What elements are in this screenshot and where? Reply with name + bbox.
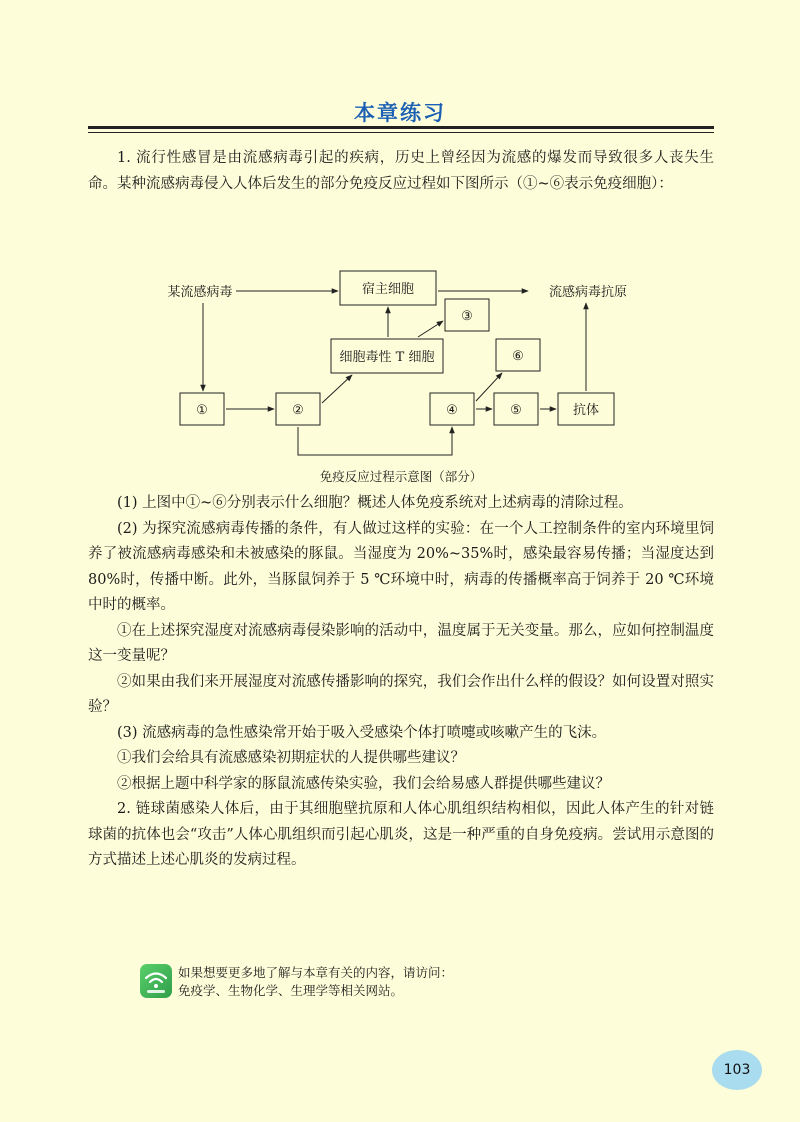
question-1-part-3: (3) 流感病毒的急性感染常开始于吸入受感染个体打喷嚏或咳嗽产生的飞沫。 — [117, 724, 607, 741]
exercise-content — [88, 146, 714, 874]
label-cell-1: ① — [196, 403, 208, 418]
title-rule-thin — [88, 132, 714, 133]
label-virus: 某流感病毒 — [167, 285, 233, 300]
question-1-intro: 1. 流行性感冒是由流感病毒引起的疾病，历史上曾经因为流感的爆发而导致很多人丧失生命。某种流感病毒侵入人体后发生的部分免疫反应过程如下图所示（①~⑥表示免疫细胞）： — [88, 150, 714, 192]
question-2: 2. 链球菌感染人体后，由于其细胞壁抗原和人体心肌组织结构相似，因此人体产生的针对链球菌的抗体也会“攻击”人体心肌组织而引起心肌炎，这是一种严重的自身免疫病。尝试用示意图的方式描述上述心肌炎的发病过程。 — [88, 801, 714, 868]
label-cell-3: ③ — [461, 309, 473, 324]
note-line-2: 免疫学、生物化学、生理学等相关网站。 — [178, 983, 404, 998]
note-line-1: 如果想要更多地了解与本章有关的内容，请访问： — [178, 965, 454, 980]
question-1-part-2-a: ①在上述探究湿度对流感病毒侵染影响的活动中，温度属于无关变量。那么，应如何控制温度这一变量呢？ — [88, 622, 714, 664]
immune-response-diagram — [88, 203, 714, 485]
page-number: 103 — [712, 1050, 762, 1090]
diagram-svg — [88, 203, 714, 485]
question-1-part-3-b: ②根据上题中科学家的豚鼠流感传染实验，我们会给易感人群提供哪些建议？ — [117, 775, 610, 792]
question-1-part-1: (1) 上图中①~⑥分别表示什么细胞？概述人体免疫系统对上述病毒的清除过程。 — [117, 495, 633, 511]
question-1-part-2-b: ②如果由我们来开展湿度对流感传播影响的探究，我们会作出什么样的假设？如何设置对照实验？ — [88, 673, 714, 715]
label-cell-4: ④ — [446, 403, 458, 418]
label-cell-6: ⑥ — [512, 349, 524, 364]
wifi-icon — [140, 964, 172, 998]
label-antigen: 流感病毒抗原 — [548, 285, 628, 300]
further-reading-note — [140, 964, 700, 1000]
label-cytotoxic-t: 细胞毒性 T 细胞 — [339, 350, 435, 365]
label-cell-5: ⑤ — [510, 403, 522, 418]
label-antibody: 抗体 — [572, 403, 600, 418]
label-host-cell: 宿主细胞 — [361, 282, 415, 297]
title-rule — [88, 126, 714, 129]
diagram-caption: 免疫反应过程示意图（部分） — [319, 469, 483, 484]
question-1-part-3-a: ①我们会给具有流感感染初期症状的人提供哪些建议？ — [117, 750, 465, 766]
label-cell-2: ② — [292, 403, 304, 418]
question-1-part-2: (2) 为探究流感病毒传播的条件，有人做过这样的实验：在一个人工控制条件的室内环境里饲养了被流感病毒感染和未被感染的豚鼠。当湿度为 20%~35%时，感染最容易传播；当湿度达到 80%时，传播中断。此外，当豚鼠饲养于 5 ℃环境中时，病毒的传播概率高于饲养于 20 ℃环境中时的概率。 — [88, 520, 714, 613]
chapter-title: 本章练习 — [354, 101, 446, 125]
